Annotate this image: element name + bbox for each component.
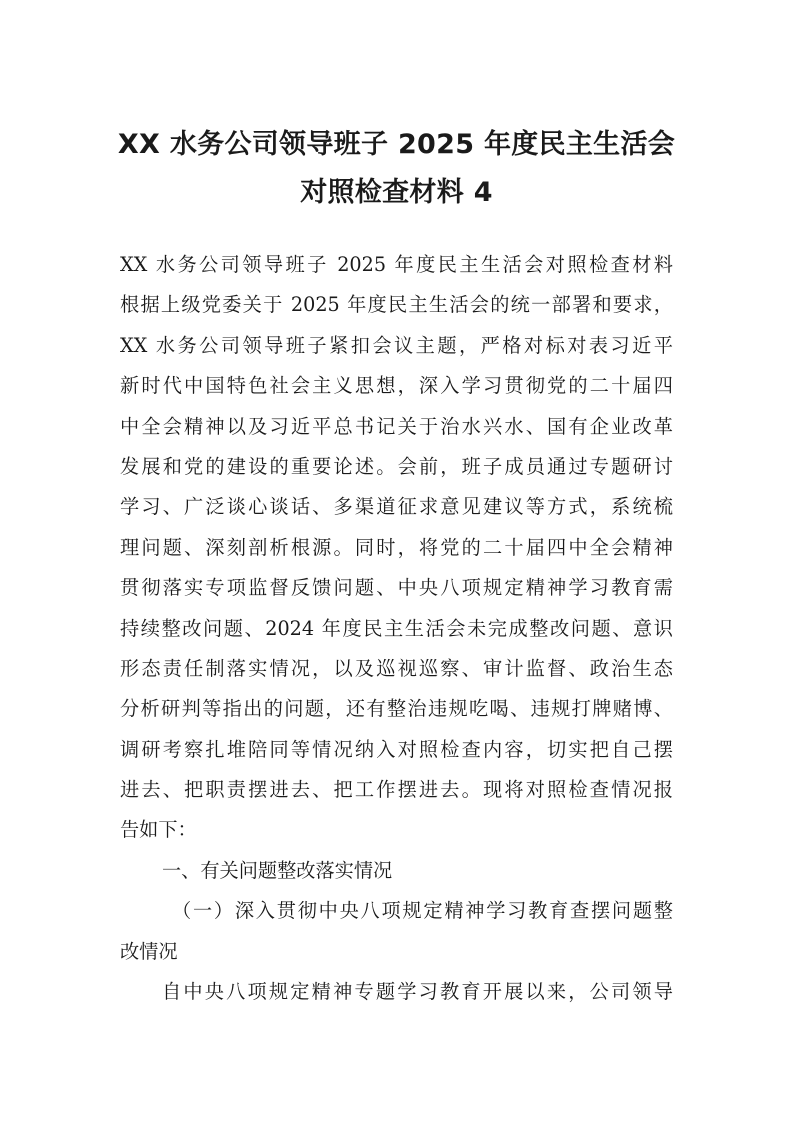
body-line: 学习、广泛谈心谈话、多渠道征求意见建议等方式，系统梳 [120,495,673,519]
body-line: 告如下： [120,818,197,842]
body-line: 贯彻落实专项监督反馈问题、中央八项规定精神学习教育需 [120,576,673,600]
body-line: 发展和党的建设的重要论述。会前，班子成员通过专题研讨 [120,454,673,478]
body-line: 形态责任制落实情况，以及巡视巡察、审计监督、政治生态 [120,656,673,680]
body-line: XX 水务公司领导班子紧扣会议主题，严格对标对表习近平 [120,333,673,357]
document-title-line-2: 对照检查材料 4 [300,177,493,208]
body-line: 理问题、深刻剖析根源。同时，将党的二十届四中全会精神 [120,535,673,559]
body-line: XX 水务公司领导班子 2025 年度民主生活会对照检查材料 [120,253,673,276]
document-body [120,245,673,1012]
section-heading: 一、有关问题整改落实情况 [162,858,393,882]
subsection-heading-line-1: （一）深入贯彻中央八项规定精神学习教育查摆问题整 [172,899,673,923]
subsection-heading-line-2: 改情况 [120,939,178,963]
body-line: 分析研判等指出的问题，还有整治违规吃喝、违规打牌赌博、 [120,697,673,721]
body-line: 进去、把职责摆进去、把工作摆进去。现将对照检查情况报 [120,778,673,802]
paragraph-line: 自中央八项规定精神专题学习教育开展以来，公司领导 [162,980,673,1004]
body-line: 根据上级党委关于 2025 年度民主生活会的统一部署和要求， [120,293,673,317]
body-line: 持续整改问题、2024 年度民主生活会未完成整改问题、意识 [120,616,673,640]
body-line: 调研考察扎堆陪同等情况纳入对照检查内容，切实把自己摆 [120,737,673,761]
body-line: 新时代中国特色社会主义思想，深入学习贯彻党的二十届四 [120,374,673,398]
document-title-line-1: XX 水务公司领导班子 2025 年度民主生活会 [117,129,676,160]
body-line: 中全会精神以及习近平总书记关于治水兴水、国有企业改革 [120,414,673,438]
